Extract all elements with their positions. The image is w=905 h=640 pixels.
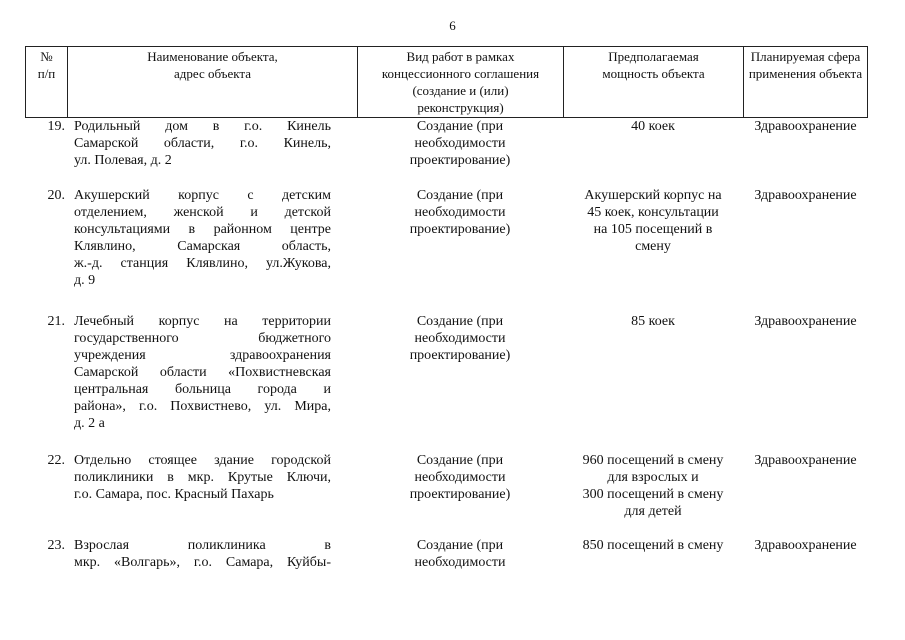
row-number: 20. — [47, 188, 65, 203]
page-number: 6 — [449, 18, 456, 33]
object-name: Лечебный корпус на территории государственного бюджетного учреждения здравоохранения Самарской области «Похвистневская центральная больница города и района», г.о. Похвистнево, ул. Мира, д. 2 а — [74, 314, 331, 431]
object-name: Отдельно стоящее здание городской поликлиники в мкр. Крутые Ключи, г.о. Самара, пос. Красный Пахарь — [74, 453, 331, 502]
capacity: Акушерский корпус на 45 коек, консультации на 105 посещений в смену — [584, 188, 722, 254]
row-number: 22. — [47, 453, 65, 468]
work-type: Создание (при необходимости проектирование) — [409, 119, 511, 168]
capacity: 85 коек — [631, 314, 675, 329]
work-type: Создание (при необходимости проектирование) — [409, 453, 511, 502]
sphere: Здравоохранение — [754, 453, 857, 468]
header-capacity: Предполагаемая мощность объекта — [563, 47, 743, 117]
object-name: Взрослая поликлиника в мкр. «Волгарь», г.о. Самара, Куйбы- — [74, 538, 331, 570]
sphere: Здравоохранение — [754, 119, 857, 134]
object-name: Акушерский корпус с детским отделением, женской и детской консультациями в районном центре Клявлино, Самарская область, ж.-д. станция Клявлино, ул.Жукова, д. 9 — [74, 188, 331, 288]
capacity: 850 посещений в смену — [582, 538, 724, 553]
header-number: № п/п — [25, 47, 67, 117]
sphere: Здравоохранение — [754, 538, 857, 553]
work-type: Создание (при необходимости — [414, 538, 506, 570]
row-number: 21. — [47, 314, 65, 329]
row-number: 19. — [47, 119, 65, 134]
header-sphere: Планируемая сфера применения объекта — [743, 47, 868, 117]
row-number: 23. — [47, 538, 65, 553]
sphere: Здравоохранение — [754, 188, 857, 203]
object-name: Родильный дом в г.о. Кинель Самарской области, г.о. Кинель, ул. Полевая, д. 2 — [74, 119, 331, 168]
header-work-type: Вид работ в рамках концессионного соглашения (создание и (или) реконструкция) — [357, 47, 563, 117]
sphere: Здравоохранение — [754, 314, 857, 329]
work-type: Создание (при необходимости проектирование) — [409, 188, 511, 237]
capacity: 960 посещений в смену для взрослых и 300 посещений в смену для детей — [582, 453, 724, 519]
table-header — [25, 46, 868, 118]
capacity: 40 коек — [631, 119, 675, 134]
work-type: Создание (при необходимости проектирование) — [409, 314, 511, 363]
header-name: Наименование объекта, адрес объекта — [67, 47, 357, 117]
